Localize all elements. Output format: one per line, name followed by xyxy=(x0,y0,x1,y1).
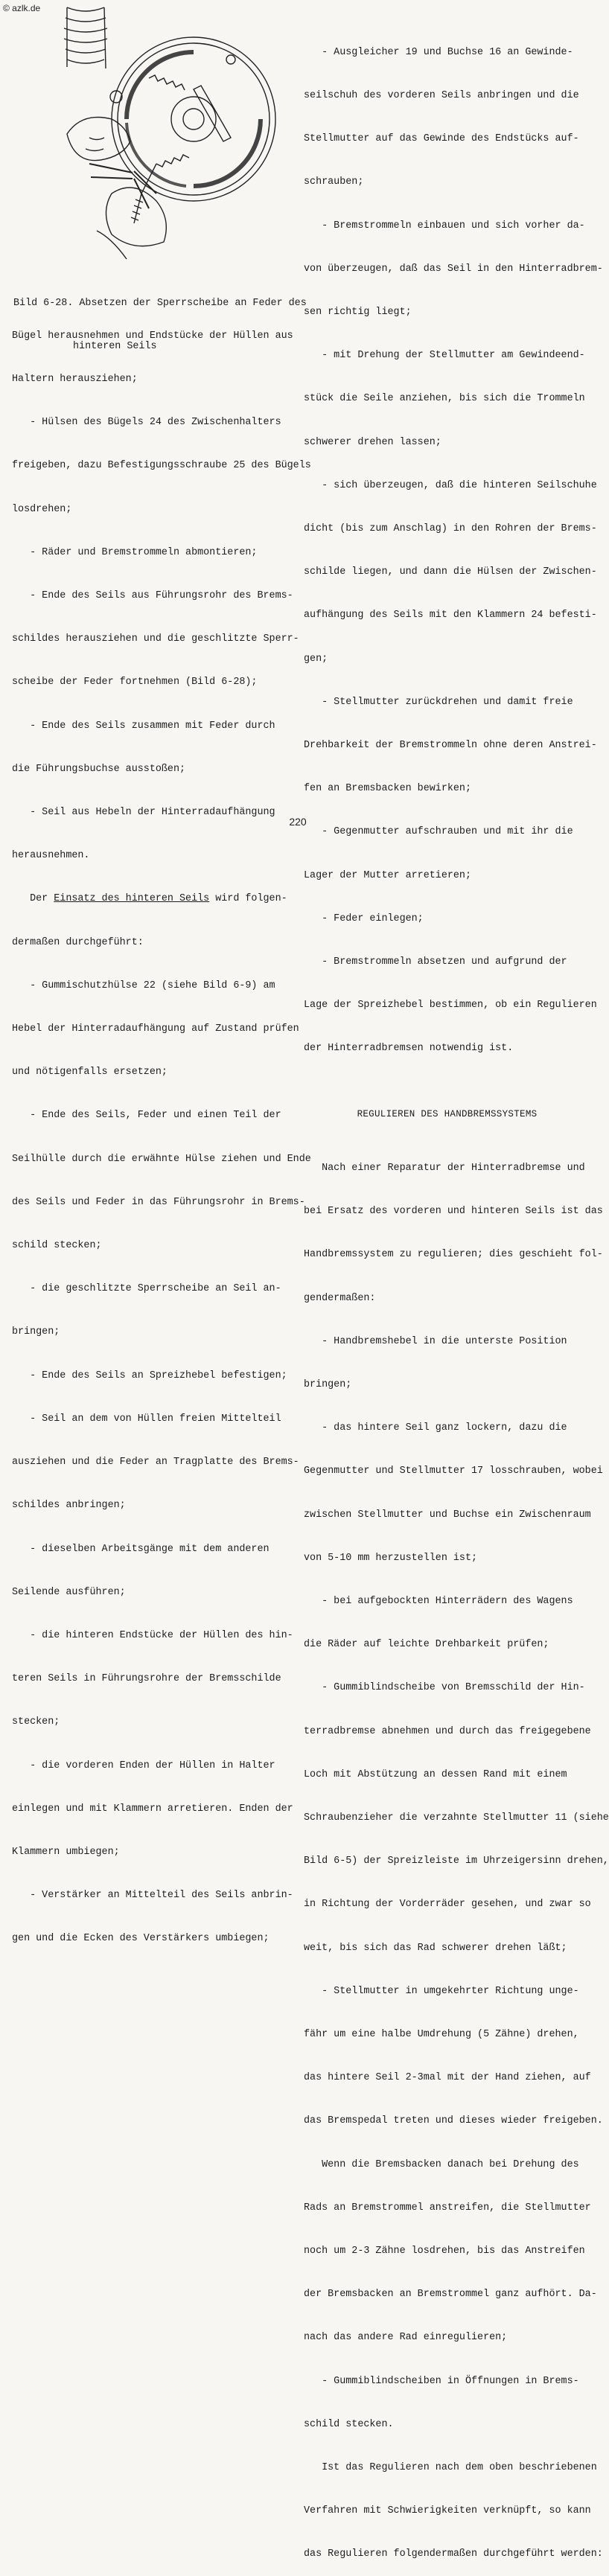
text-line: stecken; xyxy=(12,1716,60,1728)
text-line: schild stecken; xyxy=(12,1240,102,1252)
text-line: der Hinterradbremsen notwendig ist. xyxy=(304,1043,514,1055)
text-line: - die geschlitzte Sperrscheibe an Seil an- xyxy=(12,1283,281,1295)
text-line: schwerer drehen lassen; xyxy=(304,436,441,448)
text-line: Handbremssystem zu regulieren; dies geschieht fol- xyxy=(304,1249,603,1261)
text-line: schildes herausziehen und die geschlitzte Sperr- xyxy=(12,633,299,645)
text-line: einlegen und mit Klammern arretieren. Enden der xyxy=(12,1803,293,1815)
text-line: noch um 2-3 Zähne losdrehen, bis das Anstreifen xyxy=(304,2245,585,2257)
brake-assembly-illustration xyxy=(45,7,290,259)
text-line: von 5-10 mm herzustellen ist; xyxy=(304,1552,478,1564)
text-line: - Seil an dem von Hüllen freien Mittelteil xyxy=(12,1413,281,1425)
text-line: Loch mit Abstützung an dessen Rand mit einem xyxy=(304,1768,567,1780)
text-line: Gegenmutter und Stellmutter 17 losschrauben, wobei xyxy=(304,1466,603,1477)
text-line: ausziehen und die Feder an Tragplatte des Brems- xyxy=(12,1457,299,1468)
text-line: herausnehmen. xyxy=(12,850,90,862)
text-line: und nötigenfalls ersetzen; xyxy=(12,1067,168,1078)
text-line: Hebel der Hinterradaufhängung auf Zustand prüfen xyxy=(12,1023,299,1035)
text-line: das Regulieren folgendermaßen durchgeführt werden: xyxy=(304,2548,603,2560)
text-line: Bild 6-5) der Spreizleiste im Uhrzeigersinn drehen, xyxy=(304,1856,609,1867)
text-line: - Gummischutzhülse 22 (siehe Bild 6-9) am xyxy=(12,979,275,991)
text-line: von überzeugen, daß das Seil in den Hinterradbrem- xyxy=(304,263,603,275)
text-line: freigeben, dazu Befestigungsschraube 25 des Bügels xyxy=(12,460,311,472)
text-line: sen richtig liegt; xyxy=(304,307,412,319)
text-line: aufhängung des Seils mit den Klammern 24 befesti- xyxy=(304,610,597,621)
page-number: 220 xyxy=(289,816,307,828)
text-line: - Verstärker an Mittelteil des Seils anbrin- xyxy=(12,1890,293,1902)
text-line: bringen; xyxy=(12,1326,60,1338)
text-line: Seilhülle durch die erwähnte Hülse ziehen und Ende xyxy=(12,1153,311,1165)
text-line: - die vorderen Enden der Hüllen in Halter xyxy=(12,1760,275,1771)
text-line: Stellmutter auf das Gewinde des Endstücks auf- xyxy=(304,133,579,145)
text-line: Seilende ausführen; xyxy=(12,1586,126,1598)
text-line: bringen; xyxy=(304,1378,352,1390)
text-line: scheibe der Feder fortnehmen (Bild 6-28); xyxy=(12,677,258,688)
text-line: - Bremstrommeln absetzen und aufgrund der xyxy=(304,956,567,968)
text-line: zwischen Stellmutter und Buchse ein Zwischenraum xyxy=(304,1509,591,1521)
text-line: Klammern umbiegen; xyxy=(12,1846,120,1858)
text-line: - Feder einlegen; xyxy=(304,913,424,924)
text-line: - Stellmutter zurückdrehen und damit freie xyxy=(304,696,573,708)
text-line: gen; xyxy=(304,653,328,665)
caption-line: hinteren Seils xyxy=(73,341,157,353)
text-line: weit, bis sich das Rad schwerer drehen läßt; xyxy=(304,1942,567,1954)
text-line: - die hinteren Endstücke der Hüllen des hin- xyxy=(12,1629,293,1641)
text-line: Verfahren mit Schwierigkeiten verknüpft, so kann xyxy=(304,2505,591,2517)
text-line: Wenn die Bremsbacken danach bei Drehung des xyxy=(304,2158,579,2170)
text-line: - das hintere Seil ganz lockern, dazu die xyxy=(304,1422,567,1434)
text-line: Lage der Spreizhebel bestimmen, ob ein Regulieren xyxy=(304,1000,597,1011)
text-line: - Handbremshebel in die unterste Position xyxy=(304,1335,567,1347)
text-line: - Räder und Bremstrommeln abmontieren; xyxy=(12,546,258,558)
text-line: schild stecken. xyxy=(304,2418,394,2430)
text-line: in Richtung der Vorderräder gesehen, und zwar so xyxy=(304,1899,591,1911)
text-line: - Seil aus Hebeln der Hinterradaufhängung xyxy=(12,807,275,819)
text-line: fähr um eine halbe Umdrehung (5 Zähne) drehen, xyxy=(304,2028,579,2040)
text-line: dicht (bis zum Anschlag) in den Rohren der Brems- xyxy=(304,523,597,535)
text-line: - mit Drehung der Stellmutter am Gewindeend- xyxy=(304,350,585,362)
text-line: stück die Seile anziehen, bis sich die Trommeln xyxy=(304,393,585,405)
text-line: seilschuh des vorderen Seils anbringen und die xyxy=(304,90,579,102)
text-line: schilde liegen, und dann die Hülsen der Zwischen- xyxy=(304,566,597,578)
text-line: Bügel herausnehmen und Endstücke der Hüllen aus xyxy=(12,330,293,342)
einsatz-prefix: Der xyxy=(12,893,54,905)
text-line: - Gummiblindscheibe von Bremsschild der Hin- xyxy=(304,1682,585,1694)
text-line: bei Ersatz des vorderen und hinteren Seils ist das xyxy=(304,1206,603,1218)
text-line: - Ende des Seils, Feder und einen Teil der xyxy=(12,1110,281,1122)
text-line: das hintere Seil 2-3mal mit der Hand ziehen, auf xyxy=(304,2072,591,2084)
text-line: Drehbarkeit der Bremstrommeln ohne deren Anstrei- xyxy=(304,740,597,752)
text-line: Lager der Mutter arretieren; xyxy=(304,869,471,881)
text-line: Ist das Regulieren nach dem oben beschriebenen xyxy=(304,2461,597,2473)
text-line: - Ende des Seils aus Führungsrohr des Brems- xyxy=(12,590,293,602)
text-line: fen an Bremsbacken bewirken; xyxy=(304,783,471,795)
text-line: die Räder auf leichte Drehbarkeit prüfen; xyxy=(304,1639,549,1651)
text-line: gen und die Ecken des Verstärkers umbiegen; xyxy=(12,1933,270,1945)
text-line: des Seils und Feder in das Führungsrohr in Brems- xyxy=(12,1196,305,1208)
text-line: schrauben; xyxy=(304,176,364,188)
text-line: Haltern herausziehen; xyxy=(12,374,138,386)
text-line: der Bremsbacken an Bremstrommel ganz aufhört. Da- xyxy=(304,2289,597,2301)
section-heading: REGULIEREN DES HANDBREMSSYSTEMS xyxy=(357,1108,538,1119)
einsatz-suffix: wird folgen- xyxy=(209,893,287,905)
text-line: - Stellmutter in umgekehrter Richtung unge- xyxy=(304,1985,579,1997)
text-line: teren Seils in Führungsrohre der Bremsschilde xyxy=(12,1673,281,1685)
text-line: losdrehen; xyxy=(12,503,72,515)
text-line: das Bremspedal treten und dieses wieder freigeben. xyxy=(304,2115,603,2127)
caption-line: Bild 6-28. Absetzen der Sperrscheibe an Feder des xyxy=(13,297,307,309)
text-line: Nach einer Reparatur der Hinterradbremse und xyxy=(304,1162,585,1174)
text-line: gendermaßen: xyxy=(304,1292,376,1304)
text-line: terradbremse abnehmen und durch das freigegebene xyxy=(304,1725,591,1737)
text-line: Rads an Bremstrommel anstreifen, die Stellmutter xyxy=(304,2202,591,2214)
text-line: schildes anbringen; xyxy=(12,1500,126,1512)
text-line: nach das andere Rad einregulieren; xyxy=(304,2332,508,2344)
text-line: - Gummiblindscheiben in Öffnungen in Brems- xyxy=(304,2375,579,2387)
text-line: - sich überzeugen, daß die hinteren Seilschuhe xyxy=(304,479,597,491)
text-line: - Bremstrommeln einbauen und sich vorher da- xyxy=(304,220,585,231)
einsatz-line xyxy=(12,892,293,906)
watermark: © azlk.de xyxy=(3,3,41,13)
text-line: - Gegenmutter aufschrauben und mit ihr die xyxy=(304,826,573,838)
text-line: - dieselben Arbeitsgänge mit dem anderen xyxy=(12,1543,270,1555)
text-line: die Führungsbuchse ausstoßen; xyxy=(12,763,186,775)
text-line: - Hülsen des Bügels 24 des Zwischenhalters xyxy=(12,417,281,429)
text-line: - Ende des Seils an Spreizhebel befestigen; xyxy=(12,1370,287,1381)
text-line: - Ende des Seils zusammen mit Feder durch xyxy=(12,720,275,732)
text-line: - Ausgleicher 19 und Buchse 16 an Gewinde- xyxy=(304,46,573,58)
text-line: Schraubenzieher die verzahnte Stellmutter 11 (siehe xyxy=(304,1812,609,1824)
text-line: dermaßen durchgeführt: xyxy=(12,936,144,948)
einsatz-underlined: Einsatz des hinteren Seils xyxy=(54,893,210,905)
text-line: - bei aufgebockten Hinterrädern des Wagens xyxy=(304,1595,573,1607)
right-column xyxy=(304,16,609,2576)
